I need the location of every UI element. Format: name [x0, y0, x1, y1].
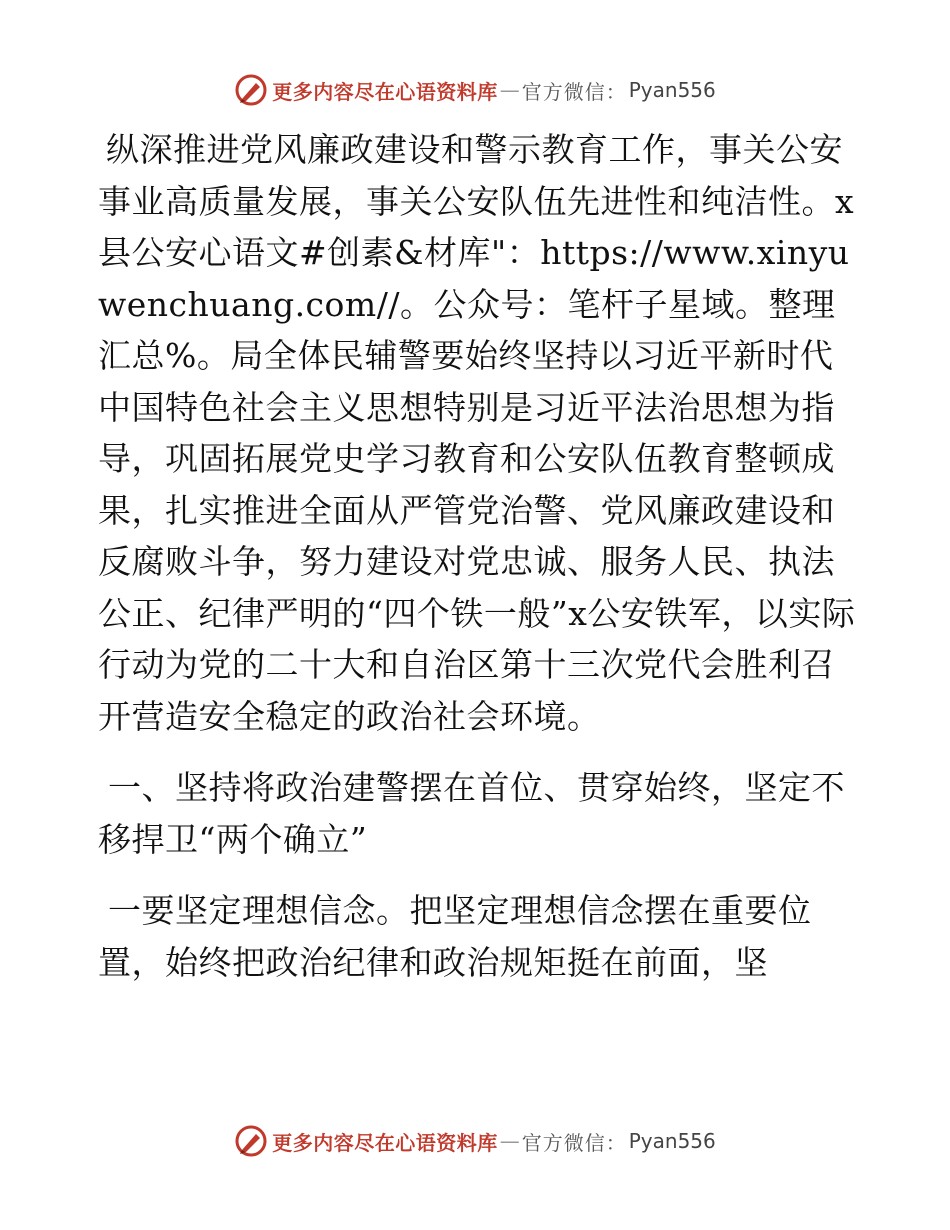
header-watermark-banner: [0, 70, 950, 110]
section-heading-1: 一、坚持将政治建警摆在首位、贯穿始终，坚定不移捍卫“两个确立”: [98, 768, 845, 859]
document-body: [98, 124, 858, 988]
banner-wechat-label: 官方微信：: [521, 79, 627, 104]
body-paragraph-2: 一要坚定理想信念。把坚定理想信念摆在重要位置，始终把政治纪律和政治规矩挺在前面，坚: [98, 891, 812, 982]
banner-dash: —: [499, 1129, 520, 1153]
footer-watermark-banner: [0, 1121, 950, 1161]
banner-site-name: 更多内容尽在心语资料库: [272, 1130, 498, 1155]
pen-logo-icon: [234, 1124, 268, 1158]
banner-wechat-label: 官方微信：: [521, 1130, 627, 1155]
banner-wechat-id: Pyan556: [628, 78, 716, 102]
banner-dash: —: [499, 78, 520, 102]
banner-wechat-id: Pyan556: [628, 1129, 716, 1153]
banner-site-name: 更多内容尽在心语资料库: [272, 79, 498, 104]
pen-logo-icon: [234, 73, 268, 107]
body-paragraph-1: 纵深推进党风廉政建设和警示教育工作，事关公安事业高质量发展，事关公安队伍先进性和纯洁性。x县公安心语文#创素&材库"：https://www.xinyuwenchuang.com//。公众号：笔杆子星域。整理汇总%。局全体民辅警要始终坚持以习近平新时代中国特色社会主义思想特别是习近平法治思想为指导，巩固拓展党史学习教育和公安队伍教育整顿成果，扎实推进全面从严管党治警、党风廉政建设和反腐败斗争，努力建设对党忠诚、服务人民、执法公正、纪律严明的“四个铁一般”x公安铁军，以实际行动为党的二十大和自治区第十三次党代会胜利召开营造安全稳定的政治社会环境。: [98, 130, 856, 736]
